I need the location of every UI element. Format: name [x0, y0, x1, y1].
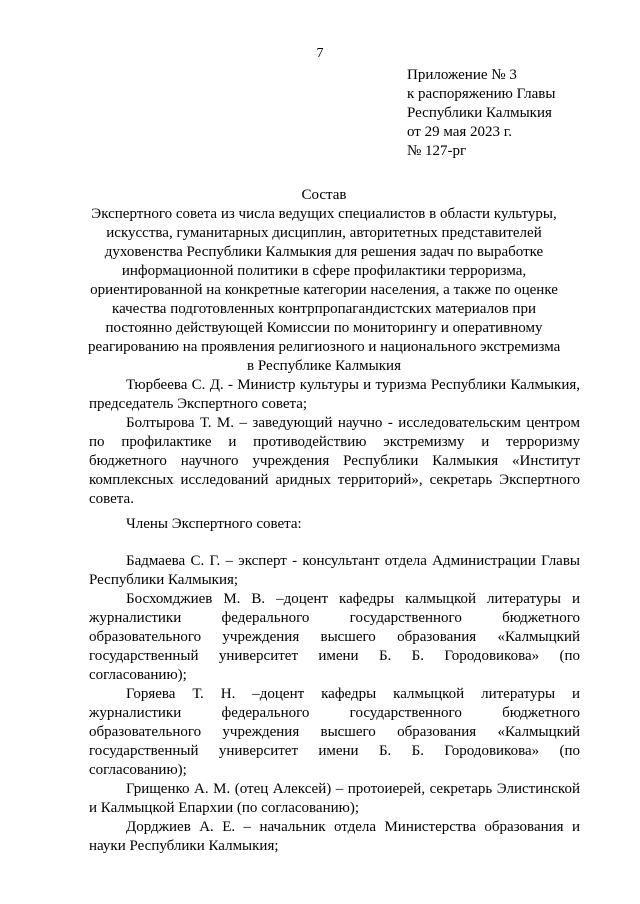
- page-number: 7: [316, 46, 324, 61]
- members-heading-block: [89, 515, 580, 534]
- title-line: информационной политики в сфере профилактики терроризма,: [121, 263, 527, 279]
- members-list: [89, 552, 580, 856]
- leadership-list: [89, 376, 580, 509]
- title-line: реагированию на проявления религиозного и национального экстремизма: [88, 339, 561, 355]
- member-entry: Дорджиев А. Е. – начальник отдела Министерства образования и науки Республики Калмыкия;: [89, 819, 580, 854]
- document-title: [88, 186, 560, 376]
- member-entry: Грищенко А. М. (отец Алексей) – протоиерей, секретарь Элистинской и Калмыцкой Епархии (по согласованию);: [89, 781, 580, 816]
- title-heading: Состав: [301, 187, 347, 203]
- appendix-block: [407, 66, 627, 161]
- title-line: духовенства Республики Калмыкия для решения задач по выработке: [104, 244, 544, 260]
- appendix-line: от 29 мая 2023 г.: [407, 124, 513, 140]
- appendix-line: к распоряжению Главы: [407, 86, 556, 102]
- title-line: Экспертного совета из числа ведущих специалистов в области культуры,: [91, 206, 557, 222]
- title-line: качества подготовленных контрпропагандистских материалов при: [112, 301, 536, 317]
- member-entry: Бадмаева С. Г. – эксперт - консультант отдела Администрации Главы Республики Калмыкия;: [89, 553, 580, 588]
- member-entry: Горяева Т. Н. –доцент кафедры калмыцкой литературы и журналистики федерального государственного бюджетного образовательного учреждения высшего образования «Калмыцкий государственный университет имени Б. Б. Городовикова» (по согласованию);: [89, 686, 580, 778]
- appendix-line: Республики Калмыкия: [407, 105, 552, 121]
- member-entry: Босхомджиев М. В. –доцент кафедры калмыцкой литературы и журналистики федерального государственного бюджетного образовательного учреждения высшего образования «Калмыцкий государственный университет имени Б. Б. Городовикова» (по согласованию);: [89, 591, 580, 683]
- title-line: искусства, гуманитарных дисциплин, авторитетных представителей: [106, 225, 542, 241]
- appendix-line: № 127-рг: [407, 143, 467, 159]
- title-line: в Республике Калмыкия: [247, 358, 401, 374]
- appendix-line: Приложение № 3: [407, 67, 517, 83]
- leadership-entry: Тюрбеева С. Д. - Министр культуры и туризма Республики Калмыкия, председатель Экспертного совета;: [89, 377, 580, 412]
- leadership-entry: Болтырова Т. М. – заведующий научно - исследовательским центром по профилактике и противодействию экстремизму и терроризму бюджетного научного учреждения Республики Калмыкия «Институт комплексных исследований аридных территорий», секретарь Экспертного совета.: [89, 415, 580, 507]
- title-line: ориентированной на конкретные категории населения, а также по оценке: [90, 282, 558, 298]
- members-heading: Члены Экспертного совета:: [126, 516, 302, 532]
- title-line: постоянно действующей Комиссии по мониторингу и оперативному: [105, 320, 543, 336]
